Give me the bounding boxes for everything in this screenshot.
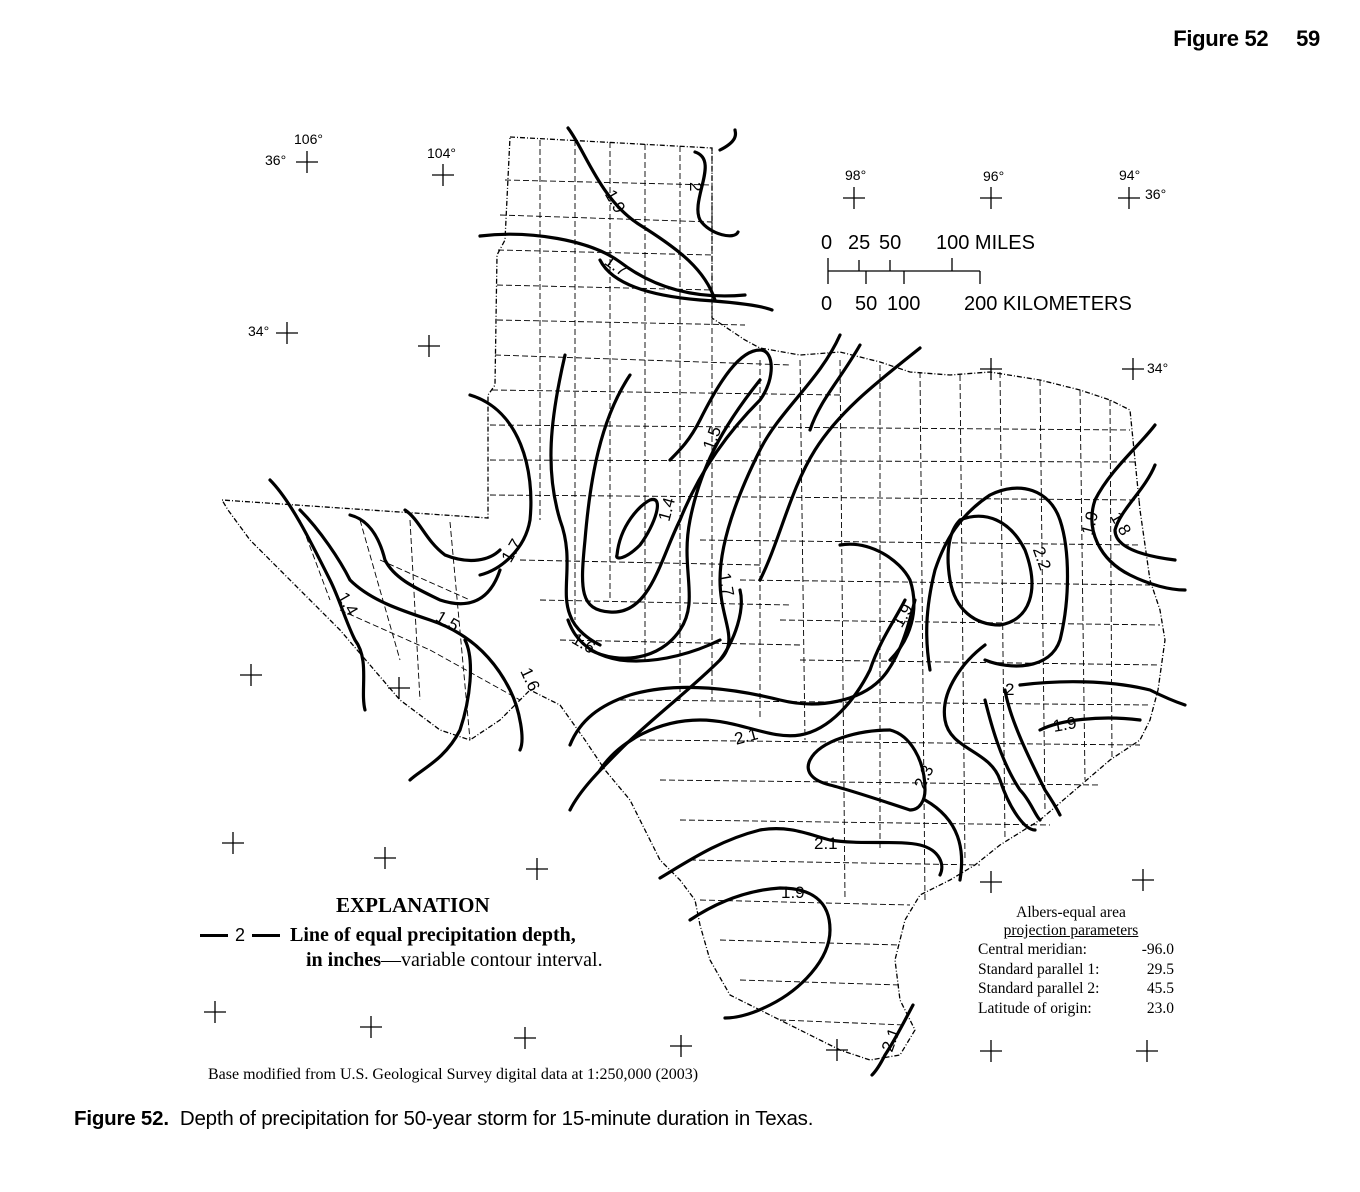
lat-label-34-west: 34° [248, 323, 270, 339]
contour-line [617, 499, 658, 558]
contour-line [583, 350, 772, 612]
contour-symbol-value: 2 [235, 925, 246, 945]
projection-subtitle: projection parameters [1003, 922, 1139, 939]
lat-label-36-east: 36° [1145, 186, 1167, 202]
contour-label: 1.9 [781, 883, 805, 902]
contour-line [660, 829, 942, 878]
param-label: Standard parallel 2: [978, 980, 1100, 997]
explanation-line1: Line of equal precipitation depth, [290, 924, 576, 946]
page-number: 59 [1296, 26, 1320, 51]
param-value: 45.5 [1146, 980, 1174, 997]
figure-label: Figure 52 [1173, 26, 1269, 51]
contour-label: 2.1 [732, 724, 761, 749]
projection-title: Albers-equal area [1016, 904, 1126, 921]
contour-line [551, 355, 600, 645]
param-label: Central meridian: [978, 941, 1087, 958]
contour-label: 1.5 [699, 423, 726, 453]
param-value: 23.0 [1146, 999, 1174, 1017]
lon-label-98: 98° [845, 167, 867, 183]
contour-label: 2 [1005, 680, 1015, 699]
lon-label-106: 106° [294, 131, 323, 147]
lon-label-104: 104° [427, 145, 456, 161]
contour-line [690, 888, 830, 1018]
param-value: -96.0 [1141, 941, 1174, 958]
contour-label: 2.2 [1028, 544, 1055, 573]
contour-label: 1.9 [888, 600, 917, 631]
contour-line [410, 640, 470, 780]
contour-line [1092, 425, 1185, 590]
caption-label: Figure 52. [74, 1107, 169, 1130]
contour-label: 1.9 [1051, 713, 1079, 736]
scale-bar [821, 232, 1132, 315]
contour-label: 1.7 [497, 535, 526, 566]
scale-km-100: 100 [887, 293, 921, 315]
contour-label: 1.4 [333, 588, 362, 619]
projection-parameters [978, 904, 1178, 1018]
contour-line [1005, 682, 1185, 815]
contour-label: 1.5 [432, 607, 463, 636]
contour-label: 1.4 [654, 495, 680, 524]
scale-km-50: 50 [855, 293, 878, 315]
contour-label: 1.9 [1077, 509, 1103, 537]
contour-line [570, 600, 915, 745]
explanation-line2-bold: in inches [306, 949, 382, 971]
contour-label: 2.1 [814, 834, 838, 853]
contour-line [590, 380, 760, 658]
contour-label: 1.7 [601, 251, 632, 281]
contour-line [948, 516, 1032, 625]
figure-caption [74, 1107, 813, 1131]
contour-label: 1.8 [1106, 508, 1135, 539]
param-value: 29.5 [1146, 960, 1174, 978]
contour-label: 1.7 [714, 571, 738, 598]
contour-label: 1.6 [516, 664, 544, 695]
lat-label-34-east: 34° [1147, 360, 1169, 376]
param-label: Latitude of origin: [978, 999, 1092, 1017]
contour-label: 2 [686, 182, 705, 192]
contour-line [927, 488, 1068, 670]
base-note: Base modified from U.S. Geological Survey digital data at 1:250,000 (2003) [208, 1066, 699, 1083]
scale-mi-25: 25 [848, 232, 871, 254]
contour-line-symbol [200, 925, 280, 946]
lon-label-96: 96° [983, 168, 1005, 184]
contour-line [300, 510, 522, 750]
contour-label: 1.6 [568, 629, 599, 658]
lon-label-94: 94° [1119, 167, 1141, 183]
contour-line [570, 590, 741, 810]
scale-mi-100: 100 MILES [936, 232, 1035, 254]
scale-km-200: 200 KILOMETERS [964, 293, 1132, 315]
scale-mi-0: 0 [821, 232, 833, 254]
scale-mi-50: 50 [879, 232, 902, 254]
explanation-title: EXPLANATION [336, 893, 490, 917]
contour-label: 1.9 [600, 186, 630, 217]
lat-label-36-west: 36° [265, 152, 287, 168]
contour-label: 2.1 [877, 1025, 904, 1055]
param-label: Standard parallel 1: [978, 960, 1100, 978]
scale-km-0: 0 [821, 293, 833, 315]
caption-text: Depth of precipitation for 50-year storm for 15-minute duration in Texas. [179, 1107, 814, 1130]
explanation-line2-rest: —variable contour interval. [381, 949, 603, 971]
contour-label: 2.3 [910, 762, 938, 792]
explanation-legend [200, 893, 603, 972]
